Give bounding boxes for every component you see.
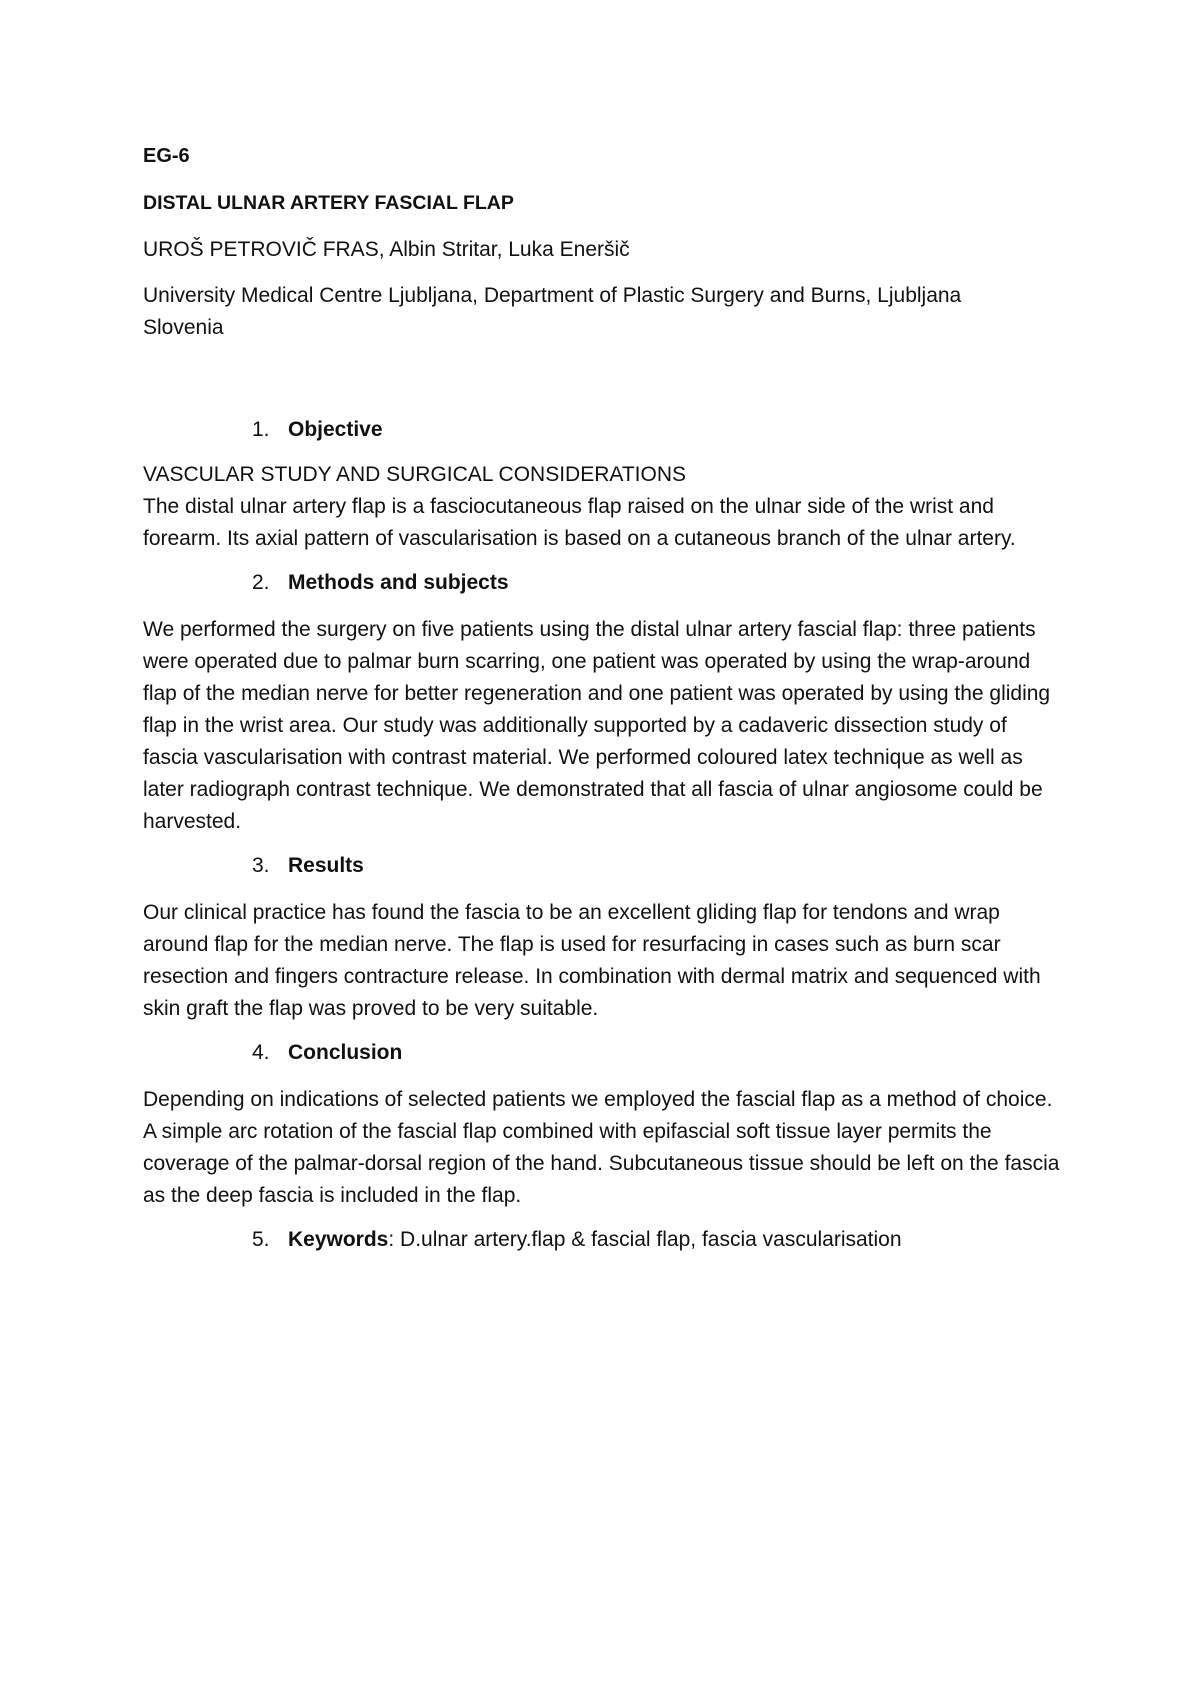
section-subheading: VASCULAR STUDY AND SURGICAL CONSIDERATIONS (143, 463, 686, 486)
section-body-results: Our clinical practice has found the fascia to be an excellent gliding flap for tendons and wrap around flap for the median nerve. The flap is used for resurfacing in cases such as burn scar resection and fingers contracture release. In combination with dermal matrix and sequenced with skin graft the flap was proved to be very suitable. (143, 901, 1041, 1020)
section-title: Keywords (288, 1228, 389, 1251)
author-list: UROŠ PETROVIČ FRAS, Albin Stritar, Luka Eneršič (143, 238, 630, 261)
section-number: 4. (252, 1041, 270, 1064)
section-title: Results (288, 854, 364, 877)
affiliation-line-1: University Medical Centre Ljubljana, Department of Plastic Surgery and Burns, Ljubljana (143, 284, 962, 307)
section-number: 2. (252, 571, 270, 594)
section-keywords (143, 1224, 1063, 1256)
section-body-objective (143, 459, 1063, 555)
section-body-conclusion: Depending on indications of selected patients we employed the fascial flap as a method of choice. A simple arc rotation of the fascial flap combined with epifascial soft tissue layer permits the coverage of the palmar-dorsal region of the hand. Subcutaneous tissue should be left on the fascia as the deep fascia is included in the flap. (143, 1088, 1060, 1207)
section-body-methods: We performed the surgery on five patients using the distal ulnar artery fascial flap: three patients were operated due to palmar burn scarring, one patient was operated by using the wrap-around flap of the median nerve for better regeneration and one patient was operated by using the gliding flap in the wrist area. Our study was additionally supported by a cadaveric dissection study of fascia vascularisation with contrast material. We performed coloured latex technique as well as later radiograph contrast technique. We demonstrated that all fascia of ulnar angiosome could be harvested. (143, 618, 1051, 833)
section-text: The distal ulnar artery flap is a fasciocutaneous flap raised on the ulnar side of the wrist and forearm. Its axial pattern of vascularisation is based on a cutaneous branch of the ulnar artery. (143, 495, 1016, 550)
keywords-text: : D.ulnar artery.flap & fascial flap, fascia vascularisation (388, 1228, 902, 1251)
section-number: 3. (252, 854, 270, 877)
abstract-content (143, 140, 1063, 1256)
affiliation (143, 280, 1063, 344)
section-number: 5. (252, 1228, 270, 1251)
section-heading-conclusion (143, 1037, 1063, 1069)
section-heading-methods (143, 567, 1063, 599)
section-heading-objective (143, 414, 1063, 446)
affiliation-line-2: Slovenia (143, 316, 224, 339)
section-title: Methods and subjects (288, 571, 509, 594)
abstract-title: DISTAL ULNAR ARTERY FASCIAL FLAP (143, 192, 514, 214)
section-heading-results (143, 850, 1063, 882)
section-number: 1. (252, 418, 270, 441)
section-title: Conclusion (288, 1041, 403, 1064)
abstract-code: EG-6 (143, 145, 190, 167)
section-title: Objective (288, 418, 383, 441)
keywords-line (288, 1224, 902, 1256)
